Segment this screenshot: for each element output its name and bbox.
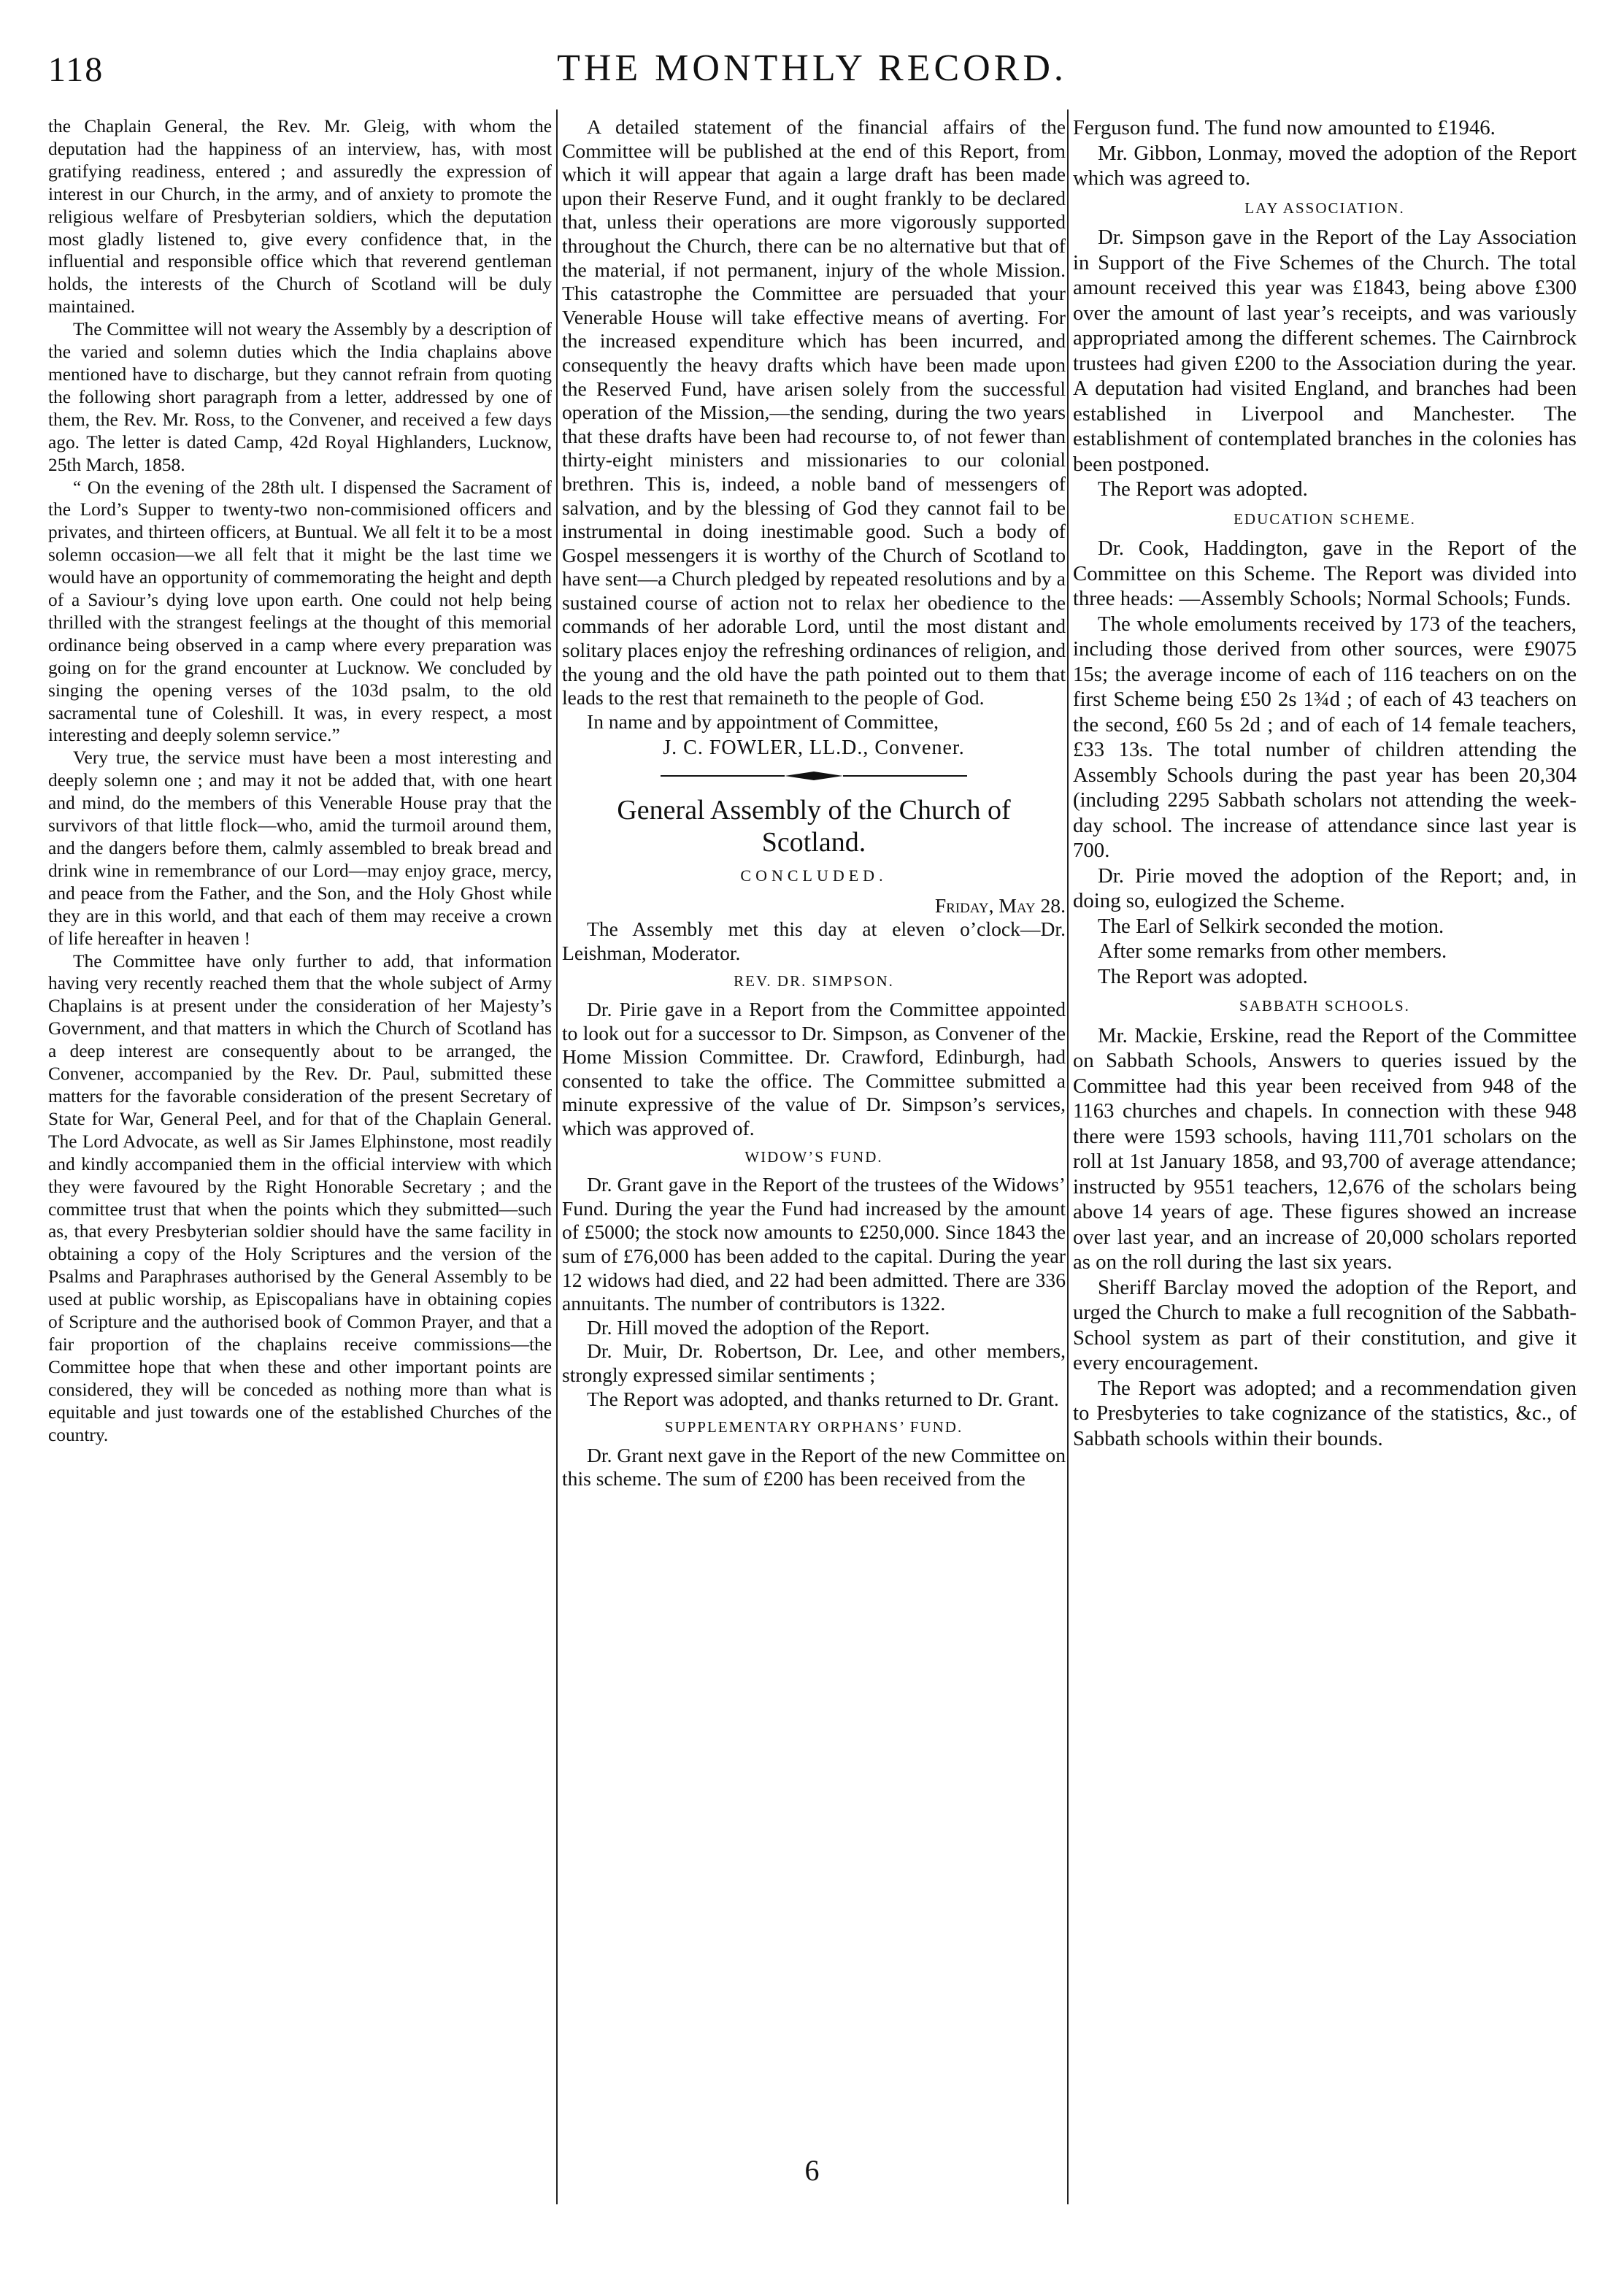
column-right	[1073, 115, 1577, 1451]
signature: J. C. FOWLER, LL.D., Convener.	[663, 736, 965, 760]
paragraph: Dr. Grant next gave in the Report of the new Committee on this scheme. The sum of £200 has been received from the	[562, 1443, 1066, 1490]
paragraph: The whole emoluments received by 173 of the teachers, including those derived from other sources, were £9075 15s; the average income of each of 116 teachers on on the first Scheme being £50 2s 1¾d ; of each of 43 teachers on the second, £60 5s 2d ; and of each of 14 female teachers, £33 13s. The total number of children attending the Assembly Schools during the past year has been 20,304 (including 2295 Sabbath scholars not attending the week-day school. The increase of attendance since last year is 700.	[1073, 612, 1577, 862]
section-heading: EDUCATION SCHEME.	[1234, 509, 1416, 528]
paragraph: The Committee have only further to add, that information having very recently reached them that the whole subject of Army Chaplains is at present under the consideration of her Majesty’s Government, and that matters in which the Church of Scotland has a deep interest are consequently about to be arranged, the Convener, accompanied by the Rev. Dr. Paul, submitted these matters for the favorable consideration of the present Secretary of State for War, General Peel, and for that of the Chaplain General. The Lord Advocate, as well as Sir James Elphinstone, most readily and kindly accompanied them in the official interview with which they were favoured by the Right Honorable Secretary ; and the committee trust that when the points which they submitted—such as, that every Presbyterian soldier should have the same facility in obtaining a copy of the Holy Scriptures and the version of the Psalms and Paraphrases authorised by the General Assembly to be used at public worship, as Episcopalians have in obtaining copies of Scripture and the authorised book of Common Prayer, and that a fair proportion of the chaplains receive commissions—the Committee hope that when these and other important points are considered, they will be conceded as nothing more than what is equitable and just towards one of the established Churches of the country.	[48, 950, 552, 1445]
signature-mark: 6	[804, 2154, 820, 2187]
paragraph: The Earl of Selkirk seconded the motion.	[1098, 914, 1444, 938]
column-left	[48, 115, 552, 1446]
paragraph: The Report was adopted; and a recommendation given to Presbyteries to take cognizance of the statistics, &c., of Sabbath schools within their bounds.	[1073, 1376, 1577, 1450]
page-number: 118	[48, 50, 104, 89]
running-title: THE MONTHLY RECORD.	[557, 47, 1067, 89]
paragraph: Dr. Hill moved the adoption of the Report.	[587, 1315, 930, 1339]
paragraph: Dr. Simpson gave in the Report of the Lay Association in Support of the Five Schemes of the Church. The total amount received this year was £1843, being above £300 over the amount of last year’s receipts, and was variously appropriated among the different schemes. The Cairnbrock trustees had given £200 to the Association during the year. A deputation had visited England, and branches had been established in Liverpool and Manchester. The establishment of contemplated branches in the colonies has been postponed.	[1073, 226, 1577, 476]
signature-line: In name and by appointment of Committee,	[587, 709, 939, 733]
column-rule-left	[556, 109, 558, 2204]
paragraph: Very true, the service must have been a most interesting and deeply solemn one ; and may it not be added that, with one heart and mind, do the members of this Venerable House pray that the survivors of that little flock—who, amid the turmoil around them, and the dangers before them, calmly assembled to break bread and drink wine in remembrance of our Lord—may enjoy grace, mercy, and peace from the Father, and the Son, and the Holy Ghost while they are in this world, and that each of them may receive a crown of life hereafter in heaven !	[48, 747, 552, 949]
paragraph: Mr. Gibbon, Lonmay, moved the adoption of the Report which was agreed to.	[1073, 141, 1577, 190]
paragraph: Dr. Grant gave in the Report of the trustees of the Widows’ Fund. During the year the Fund had increased by the amount of £5000; the stock now amounts to £250,000. Since 1843 the sum of £76,000 has been added to the capital. During the year 12 widows had died, and 22 had been admitted. There are 336 annuitants. The number of contributors is 1322.	[562, 1173, 1066, 1315]
paragraph: The Report was adopted, and thanks returned to Dr. Grant.	[587, 1387, 1059, 1410]
column-middle	[562, 115, 1066, 1491]
section-heading: WIDOW’S FUND.	[744, 1147, 883, 1166]
section-heading: REV. DR. SIMPSON.	[734, 972, 894, 990]
paragraph: Mr. Mackie, Erskine, read the Report of the Committee on Sabbath Schools, Answers to queries issued by the Committee had this year been received from 948 of the 1163 churches and chapels. In connection with these 948 there were 1593 schools, having 111,701 scholars on the roll at 1st January 1858, and 93,700 of average attendance; instructed by 9551 teachers, 12,676 of the scholars being above 14 years of age. These figures showed an increase over last year, and an increase of 20,000 scholars reported as on the roll during the last six years.	[1073, 1023, 1577, 1274]
ornament-divider	[661, 771, 967, 781]
paragraph: The Report was adopted.	[1098, 964, 1308, 988]
paragraph: Dr. Pirie gave in a Report from the Committee appointed to look out for a successor to Dr. Simpson, as Convener of the Home Mission Committee. Dr. Crawford, Edinburgh, had consented to take the office. The Committee submitted a minute expressive of the value of Dr. Simpson’s services, which was approved of.	[562, 998, 1066, 1139]
concluded-label: CONCLUDED.	[740, 866, 888, 885]
paragraph: The Committee will not weary the Assembly by a description of the varied and solemn duties which the India chaplains above mentioned have to discharge, but they cannot refrain from quoting the following short paragraph from a letter, addressed by one of them, the Rev. Mr. Ross, to the Convener, and received a few days ago. The letter is dated Camp, 42d Royal Highlanders, Lucknow, 25th March, 1858.	[48, 319, 552, 475]
paragraph: Dr. Muir, Dr. Robertson, Dr. Lee, and other members, strongly expressed similar sentiments ;	[562, 1339, 1066, 1386]
paragraph: Sheriff Barclay moved the adoption of the Report, and urged the Church to make a full recognition of the Sabbath-School system as part of their constitution, and give it every encouragement.	[1073, 1275, 1577, 1374]
paragraph: Dr. Pirie moved the adoption of the Report; and, in doing so, eulogized the Scheme.	[1073, 863, 1577, 912]
paragraph: The Report was adopted.	[1098, 477, 1308, 501]
page-header	[48, 41, 1576, 107]
article-heading: General Assembly of the Church of Scotland.	[617, 795, 1011, 858]
section-heading: LAY ASSOCIATION.	[1244, 199, 1405, 217]
dateline: Friday, May 28.	[934, 893, 1066, 917]
quoted-letter: “ On the evening of the 28th ult. I dispensed the Sacrament of the Lord’s Supper to twenty-two non-commisioned officers and privates, and thirteen officers, at Buntual. We all felt it to be a most solemn occasion—we all felt that it might be the last time we would have an opportunity of commemorating the height and depth of a Saviour’s dying love upon earth. One could not help being thrilled with the strangest feelings at the thought of this memorial ordinance being observed in a camp where every preparation was going on for the grand encounter at Lucknow. We concluded by singing the opening verses of the 103d psalm, to the old sacramental tune of Coleshill. It was, in every respect, a most interesting and deeply solemn service.”	[48, 477, 552, 746]
section-heading: SUPPLEMENTARY ORPHANS’ FUND.	[664, 1418, 963, 1436]
paragraph: the Chaplain General, the Rev. Mr. Gleig, with whom the deputation had the happiness of an interview, has, with most gratifying readiness, entered ; and assuredly the expression of interest in our Church, in the army, and of anxiety to promote the religious welfare of Presbyterian soldiers, which the deputation most gladly listened to, give every confidence that, in the influential and responsible office which that reverend gentleman holds, the interests of the Church of Scotland will be duly maintained.	[48, 116, 552, 318]
paragraph: Dr. Cook, Haddington, gave in the Report of the Committee on this Scheme. The Report was divided into three heads: —Assembly Schools; Normal Schools; Funds.	[1073, 536, 1577, 610]
paragraph: The Assembly met this day at eleven o’clock—Dr. Leishman, Moderator.	[562, 917, 1066, 964]
paragraph: A detailed statement of the financial affairs of the Committee will be published at the end of this Report, from which it will appear that again a large draft has been made upon their Reserve Fund, and it ought frankly to be declared that, unless their operations are more vigorously supported throughout the Church, there can be no alternative but that of the material, if not permanent, injury of the whole Mission. This catastrophe the Committee are persuaded that your Venerable House will take effective means of averting. For the increased expenditure which has been incurred, and consequently the heavy drafts which have been made upon the Reserved Fund, have arisen solely from the successful operation of the Mission,—the sending, during the two years that these drafts have been had recourse to, of not fewer than thirty-eight ministers and missionaries to our colonial brethren. This is, indeed, a noble band of messengers of salvation, and by the blessing of God they cannot fail to be instrumental in doing inestimable good. Such a body of Gospel messengers it is worthy of the Church of Scotland to have sent—a Church pledged by repeated resolutions and by a sustained course of action not to relax her obedience to the commands of her adorable Lord, until the most distant and solitary places enjoy the refreshing ordinances of religion, and the young and the old have the path pointed out to them that leads to the rest that remaineth to the people of God.	[562, 115, 1066, 709]
section-heading: SABBATH SCHOOLS.	[1239, 997, 1410, 1015]
column-rule-right	[1067, 109, 1069, 2204]
paragraph: Ferguson fund. The fund now amounted to £1946.	[1073, 116, 1496, 139]
paragraph: After some remarks from other members.	[1098, 939, 1447, 963]
